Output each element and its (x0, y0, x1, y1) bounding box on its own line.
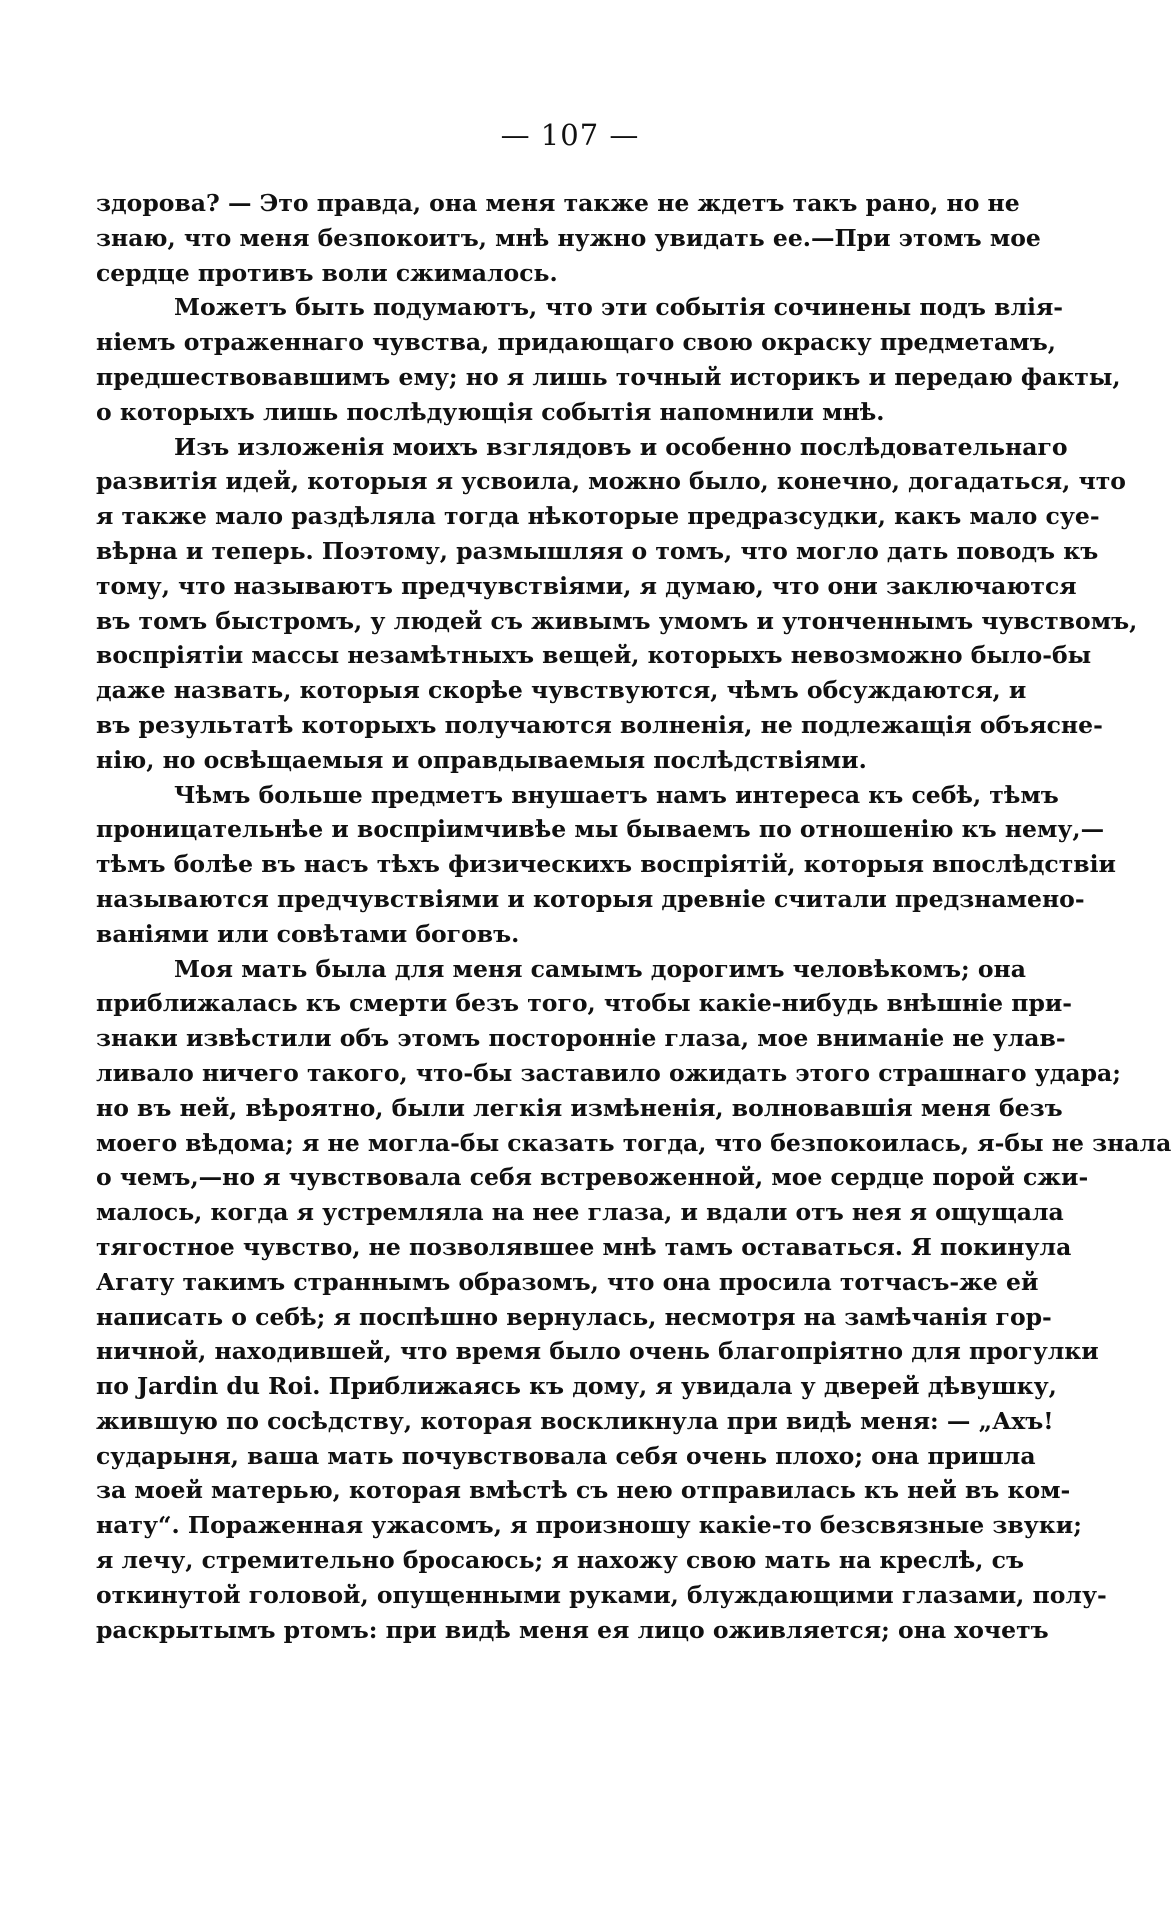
text-line: Изъ изложенія моихъ взглядовъ и особенно послѣдовательнаго (174, 432, 1068, 461)
text-line: я также мало раздѣляла тогда нѣкоторые предразсудки, какъ мало суе- (96, 502, 1100, 531)
page-number: — 107 — (500, 118, 640, 152)
text-line: тягостное чувство, не позволявшее мнѣ тамъ оставаться. Я покинула (96, 1232, 1072, 1261)
text-line: нію, но освѣщаемыя и оправдываемыя послѣдствіями. (96, 745, 867, 774)
text-line: раскрытымъ ртомъ: при видѣ меня ея лицо оживляется; она хочетъ (96, 1615, 1049, 1644)
text-line: ливало ничего такого, что-бы заставило ожидать этого страшнаго удара; (96, 1058, 1121, 1087)
text-line: предшествовавшимъ ему; но я лишь точный историкъ и передаю факты, (96, 362, 1121, 391)
text-line: ничной, находившей, что время было очень благопріятно для прогулки (96, 1337, 1099, 1366)
text-line: жившую по сосѣдству, которая воскликнула при видѣ меня: — „Ахъ! (96, 1406, 1054, 1435)
text-line: въ томъ быстромъ, у людей съ живымъ умомъ и утонченнымъ чувствомъ, (96, 606, 1138, 635)
text-line: даже назвать, которыя скорѣе чувствуются, чѣмъ обсуждаются, и (96, 676, 1027, 705)
text-line: о чемъ,—но я чувствовала себя встревоженной, мое сердце порой сжи- (96, 1163, 1089, 1192)
text-line: о которыхъ лишь послѣдующія событія напомнили мнѣ. (96, 397, 885, 426)
text-line: здорова? — Это правда, она меня также не ждетъ такъ рано, но не (96, 189, 1020, 217)
text-line: знаю, что меня безпокоитъ, мнѣ нужно увидать ее.—При этомъ мое (96, 223, 1041, 252)
text-line: ваніями или совѣтами боговъ. (96, 919, 520, 948)
text-line: нату“. Пораженная ужасомъ, я произношу какіе-то безсвязные звуки; (96, 1511, 1082, 1540)
text-line: проницательнѣе и воспріимчивѣе мы бываемъ по отношенію къ нему,— (96, 815, 1105, 844)
text-line: вѣрна и теперь. Поэтому, размышляя о томъ, что могло дать поводъ къ (96, 536, 1099, 565)
text-line: развитія идей, которыя я усвоила, можно было, конечно, догадаться, что (96, 467, 1126, 496)
text-line: сударыня, ваша мать почувствовала себя очень плохо; она пришла (96, 1441, 1036, 1470)
text-line: Можетъ быть подумаютъ, что эти событія сочинены подъ влія- (174, 293, 1064, 322)
text-line: написать о себѣ; я поспѣшно вернулась, несмотря на замѣчанія гор- (96, 1302, 1052, 1331)
text-line: моего вѣдома; я не могла-бы сказать тогда, что безпокоилась, я-бы не знала (96, 1128, 1171, 1157)
text-line: тому, что называютъ предчувствіями, я думаю, что они заключаются (96, 571, 1077, 600)
text-line: но въ ней, вѣроятно, были легкія измѣненія, волновавшія меня безъ (96, 1093, 1063, 1122)
text-line: я лечу, стремительно бросаюсь; я нахожу свою мать на креслѣ, съ (96, 1546, 1024, 1575)
text-line: ніемъ отраженнаго чувства, придающаго свою окраску предметамъ, (96, 328, 1056, 357)
text-line: по Jardin du Roi. Приближаясь къ дому, я увидала у дверей дѣвушку, (96, 1372, 1057, 1401)
text-line: называются предчувствіями и которыя древніе считали предзнамено- (96, 884, 1085, 913)
text-line: приближалась къ смерти безъ того, чтобы какіе-нибудь внѣшніе при- (96, 989, 1073, 1018)
text-line: знаки извѣстили объ этомъ посторонніе глаза, мое вниманіе не улав- (96, 1024, 1066, 1053)
text-line: Моя мать была для меня самымъ дорогимъ человѣкомъ; она (174, 954, 1026, 983)
text-line: откинутой головой, опущенными руками, блуждающими глазами, полу- (96, 1580, 1107, 1609)
body-text (96, 186, 1171, 1647)
text-line: за моей матерью, которая вмѣстѣ съ нею отправилась къ ней въ ком- (96, 1476, 1071, 1505)
text-line: сердце противъ воли сжималось. (96, 258, 558, 287)
text-line: Чѣмъ больше предметъ внушаетъ намъ интереса къ себѣ, тѣмъ (174, 780, 1059, 809)
text-line: воспріятіи массы незамѣтныхъ вещей, которыхъ невозможно было-бы (96, 641, 1092, 670)
text-line: малось, когда я устремляла на нее глаза, и вдали отъ нея я ощущала (96, 1198, 1064, 1227)
text-line: Агату такимъ страннымъ образомъ, что она просила тотчасъ-же ей (96, 1267, 1039, 1296)
text-line: тѣмъ болѣе въ насъ тѣхъ физическихъ воспріятій, которыя впослѣдствіи (96, 850, 1116, 879)
text-line: въ результатѣ которыхъ получаются волненія, не подлежащія объясне- (96, 710, 1103, 739)
